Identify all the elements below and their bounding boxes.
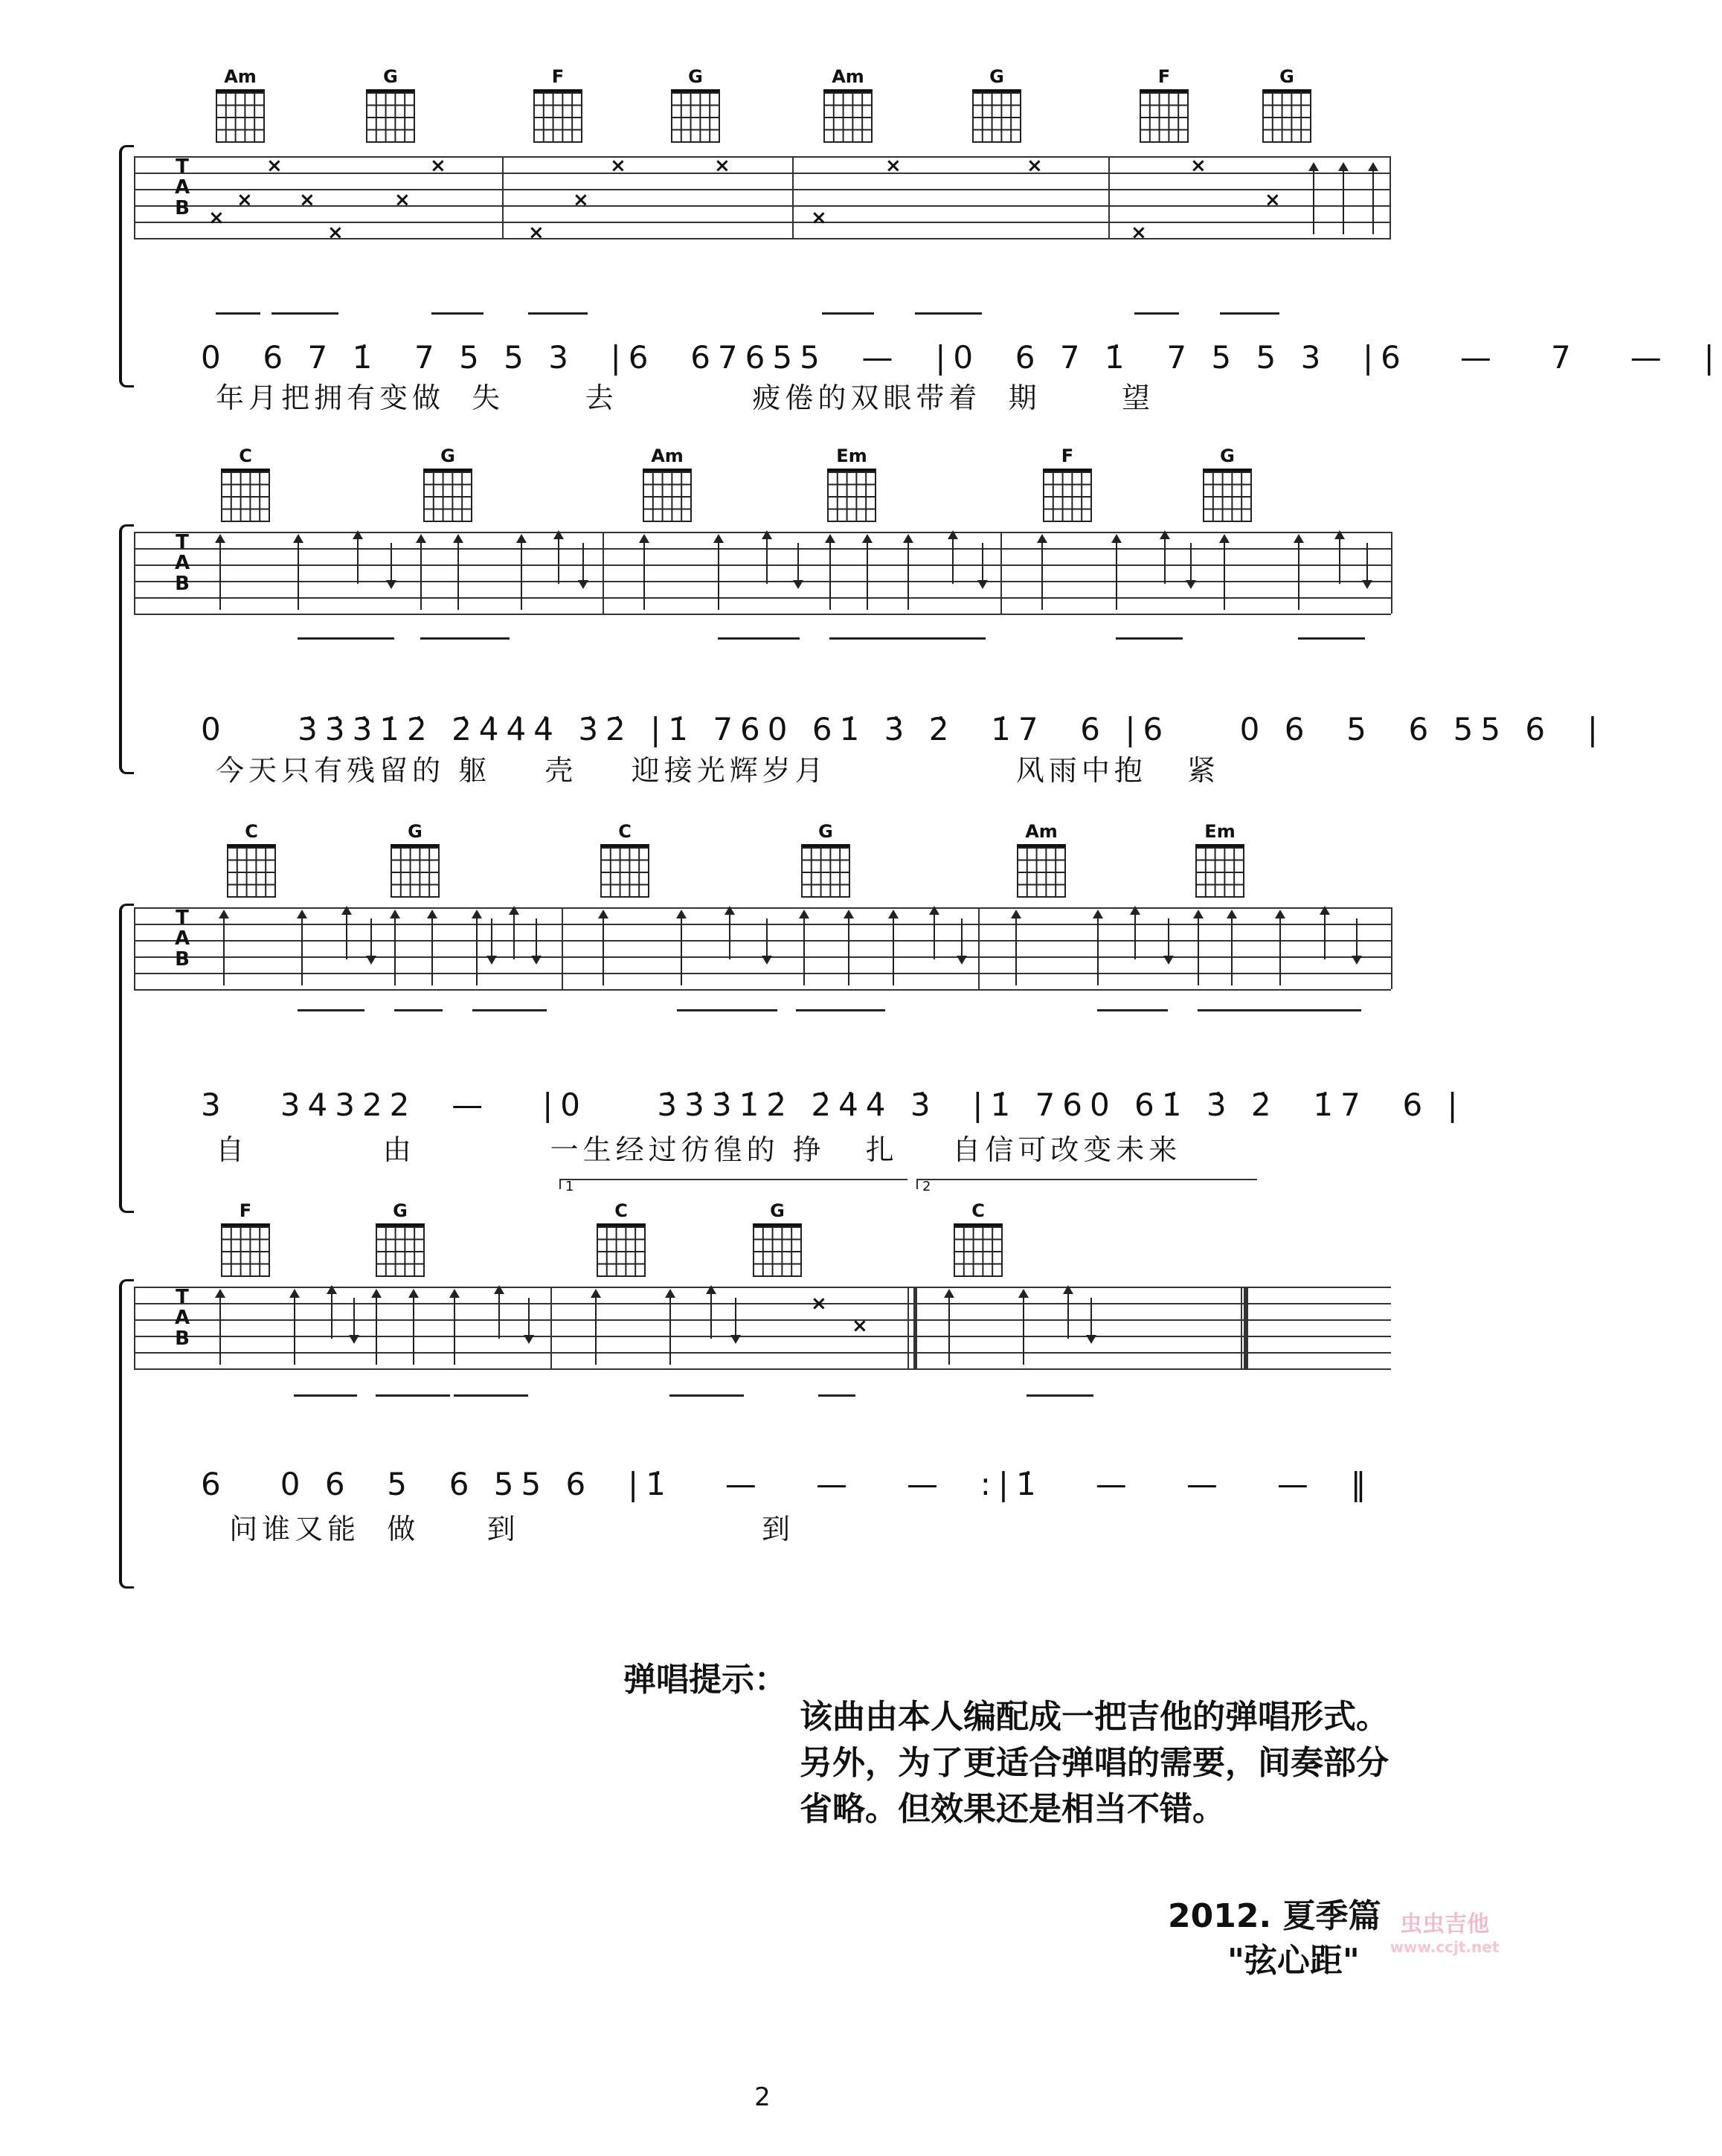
chord-diagram xyxy=(792,822,859,898)
chord-diagram xyxy=(945,1201,1012,1277)
strum-down xyxy=(353,1298,355,1342)
chord-diagram xyxy=(1008,822,1075,898)
chord-diagram xyxy=(963,67,1030,143)
pick-mark: × xyxy=(811,1293,827,1315)
pick-mark: × xyxy=(811,207,827,229)
strum-up xyxy=(595,1290,597,1365)
lyrics-line: 今天只有残留的 躯 壳 迎接光辉岁月 风雨中抱 紧 xyxy=(216,754,1221,787)
rhythm-beam xyxy=(1134,312,1179,315)
chord-grid xyxy=(823,89,873,143)
tab-label: T xyxy=(176,907,189,929)
chord-grid xyxy=(366,89,415,143)
signature-author: "弦心距" xyxy=(1227,1942,1360,1980)
chord-diagram xyxy=(591,822,658,898)
chord-name: G xyxy=(383,66,398,87)
chord-grid xyxy=(1195,844,1244,898)
rhythm-beam xyxy=(829,637,986,640)
strum-down xyxy=(1090,1298,1092,1342)
chord-diagram xyxy=(1034,446,1101,522)
strum-up xyxy=(1224,535,1225,610)
pick-mark: × xyxy=(885,155,902,177)
strum-up xyxy=(219,535,221,610)
strum-up xyxy=(867,535,868,610)
strum-up xyxy=(948,1290,950,1365)
strum-up xyxy=(603,911,604,985)
strum-up xyxy=(681,911,682,985)
tab-label: T xyxy=(176,531,189,553)
strum-up xyxy=(1298,535,1299,610)
watermark-url: www.ccjt.net xyxy=(1390,1938,1500,1956)
strum-up xyxy=(431,911,433,985)
chord-grid xyxy=(1017,844,1066,898)
strum-up xyxy=(1097,911,1099,985)
strum-up xyxy=(1339,532,1340,584)
chord-diagram xyxy=(1194,446,1261,522)
page-number: 2 xyxy=(754,2082,771,2112)
strum-down xyxy=(391,543,392,588)
pick-mark: × xyxy=(430,155,446,177)
tab-staff xyxy=(134,155,1391,244)
pick-mark: × xyxy=(1190,155,1207,177)
strum-down xyxy=(961,918,963,963)
strum-up xyxy=(1279,911,1281,985)
rhythm-beam xyxy=(298,637,394,640)
pick-mark: × xyxy=(394,189,411,211)
strum-down xyxy=(766,918,768,963)
system-brace xyxy=(119,524,134,774)
chord-grid xyxy=(972,89,1021,143)
chord-name: G xyxy=(408,821,423,842)
strum-up xyxy=(413,1290,414,1365)
strum-down xyxy=(735,1298,736,1342)
rhythm-beam xyxy=(1198,1009,1361,1011)
strum-up xyxy=(952,532,954,584)
pick-mark: × xyxy=(299,189,315,211)
strum-up xyxy=(1134,907,1136,959)
strum-up xyxy=(669,1290,671,1365)
rhythm-beam xyxy=(1097,1009,1168,1011)
pick-mark: × xyxy=(610,155,626,177)
chord-name: G xyxy=(818,821,833,842)
chord-diagram xyxy=(1131,67,1198,143)
chord-grid xyxy=(1043,469,1092,522)
chord-name: F xyxy=(239,1200,252,1221)
tab-staff xyxy=(134,1287,1391,1368)
strum-up xyxy=(558,532,559,584)
strum-up xyxy=(1372,164,1374,234)
chord-grid xyxy=(643,469,692,522)
rhythm-beam xyxy=(454,1394,528,1397)
chord-grid xyxy=(533,89,582,143)
strum-up xyxy=(729,907,730,959)
chord-name: C xyxy=(971,1200,985,1221)
chord-name: G xyxy=(393,1200,408,1221)
strum-up xyxy=(1116,535,1117,610)
chord-diagram xyxy=(634,446,701,522)
rhythm-beam xyxy=(818,1394,855,1397)
strum-up xyxy=(420,535,422,610)
tab-label: A xyxy=(174,1307,190,1329)
system-3 xyxy=(0,821,1525,1194)
chord-name: Am xyxy=(832,66,864,87)
chord-diagram xyxy=(357,67,424,143)
strum-up xyxy=(1231,911,1233,985)
strum-up xyxy=(476,911,478,985)
rhythm-beam xyxy=(294,1394,357,1397)
volta-2 xyxy=(916,1179,1257,1194)
tab-label: B xyxy=(175,573,190,595)
chord-grid xyxy=(801,844,850,898)
strum-up xyxy=(1015,911,1017,985)
tab-label: B xyxy=(175,948,190,971)
tab-staff xyxy=(134,907,1391,989)
jianpu-melody: 0 3̇3̇3̇1̇2̇ 2̇4̇4̇4̇ 3̇2̇ |1̇ 760 61̇ 3̇ 2̇ 1̇7 6 |6 0 6 5 6 55 6 | xyxy=(201,711,1605,747)
rhythm-beam xyxy=(718,637,800,640)
jianpu-melody: 6 0 6 5 6 55 6 |1̇ — — — :|1̇ — — — ‖ xyxy=(201,1466,1374,1502)
volta-2-label: 2 xyxy=(922,1179,931,1194)
rhythm-beam xyxy=(796,1009,885,1011)
lyrics-line: 问谁又能 做 到 到 xyxy=(216,1513,795,1545)
chord-name: G xyxy=(1220,445,1235,466)
strum-down xyxy=(1366,543,1368,588)
strum-up xyxy=(718,535,719,610)
strum-up xyxy=(1041,535,1043,610)
rhythm-beam xyxy=(915,312,982,315)
chord-diagram xyxy=(207,67,274,143)
strum-up xyxy=(521,535,522,610)
chord-name: C xyxy=(239,445,252,466)
strum-up xyxy=(1164,532,1166,584)
chord-diagram xyxy=(218,822,285,898)
chord-grid xyxy=(1262,89,1311,143)
strum-down xyxy=(491,918,492,963)
strum-up xyxy=(454,1290,455,1365)
rhythm-beam xyxy=(472,1009,547,1011)
strum-up xyxy=(803,911,805,985)
tab-label: T xyxy=(176,155,189,178)
system-2 xyxy=(0,443,1605,787)
chord-diagram xyxy=(414,446,481,522)
rhythm-beam xyxy=(822,312,874,315)
strum-up xyxy=(394,911,396,985)
chord-grid xyxy=(597,1223,646,1277)
tips-title: 弹唱提示： xyxy=(623,1661,787,1699)
jianpu-melody: 0 6 7 1̇ 7 5 5 3 |6 67655 — |0 6 7 1̇ 7 5 5 3 |6 — 7 — | xyxy=(201,339,1722,376)
pick-mark: × xyxy=(852,1315,868,1337)
chord-diagram xyxy=(818,446,885,522)
chord-grid xyxy=(221,469,270,522)
strum-up xyxy=(934,907,935,959)
chord-name: Em xyxy=(1204,821,1236,842)
strum-up xyxy=(498,1287,500,1339)
strum-up xyxy=(301,911,303,985)
chord-diagram xyxy=(524,67,591,143)
chord-diagram xyxy=(1253,67,1320,143)
watermark-text: 虫虫吉他 xyxy=(1400,1911,1489,1937)
pick-mark: × xyxy=(528,222,544,244)
strum-up xyxy=(1198,911,1199,985)
strum-up xyxy=(298,535,299,610)
system-4 xyxy=(0,1194,1525,1551)
chord-name: C xyxy=(245,821,258,842)
chord-diagram xyxy=(212,446,279,522)
volta-1 xyxy=(559,1179,907,1194)
rhythm-beam xyxy=(394,1009,443,1011)
chord-name: Am xyxy=(651,445,684,466)
chord-grid xyxy=(1140,89,1189,143)
chord-diagram xyxy=(662,67,729,143)
system-brace xyxy=(119,904,134,1213)
rhythm-beam xyxy=(669,1394,744,1397)
pick-mark: × xyxy=(1131,222,1147,244)
tab-label: A xyxy=(174,552,190,574)
tab-label: T xyxy=(176,1286,189,1308)
rhythm-beam xyxy=(298,1009,364,1011)
rhythm-beam xyxy=(1298,637,1365,640)
strum-down xyxy=(536,918,537,963)
chord-grid xyxy=(391,844,440,898)
strum-up xyxy=(829,535,831,610)
chord-grid xyxy=(671,89,720,143)
strum-down xyxy=(1356,918,1358,963)
strum-down xyxy=(1190,543,1192,588)
jianpu-melody: 3 34322 — |0 3̇3̇3̇1̇2̇ 2̇4̇4̇ 3̇ |1̇ 760 61̇ 3̇ 2̇ 1̇7 6 | xyxy=(201,1087,1465,1123)
rhythm-beam xyxy=(1220,312,1279,315)
tab-label: B xyxy=(175,197,190,219)
chord-diagram xyxy=(588,1201,655,1277)
rhythm-beam xyxy=(272,312,338,315)
strum-down xyxy=(528,1298,530,1342)
strum-up xyxy=(219,1290,221,1365)
strum-up xyxy=(848,911,849,985)
lyrics-line: 自 由 一生经过彷徨的 挣 扎 自信可改变未来 xyxy=(216,1133,1182,1166)
chord-name: G xyxy=(440,445,455,466)
strum-up xyxy=(331,1287,332,1339)
pick-mark: × xyxy=(208,207,225,229)
strum-up xyxy=(457,535,459,610)
strum-up xyxy=(1067,1287,1069,1339)
rhythm-beam xyxy=(1116,637,1183,640)
chord-name: C xyxy=(614,1200,628,1221)
chord-name: Am xyxy=(1025,821,1058,842)
site-watermark xyxy=(1370,1905,1519,1956)
strum-up xyxy=(710,1287,712,1339)
pick-mark: × xyxy=(1265,189,1281,211)
chord-diagram xyxy=(382,822,449,898)
chord-diagram xyxy=(815,67,881,143)
rhythm-beam xyxy=(420,637,510,640)
chord-diagram xyxy=(367,1201,434,1277)
strum-up xyxy=(1313,164,1314,234)
chord-name: G xyxy=(1279,66,1294,87)
pick-mark: × xyxy=(1027,155,1043,177)
strum-up xyxy=(643,535,645,610)
rhythm-beam xyxy=(216,312,260,315)
strum-up xyxy=(893,911,894,985)
strum-up xyxy=(223,911,225,985)
rhythm-beam xyxy=(677,1009,777,1011)
pick-mark: × xyxy=(573,189,589,211)
chord-name: F xyxy=(551,66,565,87)
system-brace xyxy=(119,145,134,387)
strum-up xyxy=(1343,164,1344,234)
tab-staff xyxy=(134,532,1391,614)
chord-name: F xyxy=(1061,445,1074,466)
chord-grid xyxy=(376,1223,425,1277)
chord-diagram xyxy=(212,1201,279,1277)
lyrics-line: 年月把拥有变做 失 去 疲倦的双眼带着 期 望 xyxy=(216,382,1155,414)
chord-grid xyxy=(753,1223,802,1277)
strum-down xyxy=(797,543,799,588)
strum-up xyxy=(1324,907,1326,959)
chord-diagram xyxy=(1186,822,1253,898)
chord-name: G xyxy=(770,1200,785,1221)
chord-grid xyxy=(954,1223,1003,1277)
rhythm-beam xyxy=(431,312,483,315)
tips-body: 该曲由本人编配成一把吉他的弹唱形式。另外，为了更适合弹唱的需要，间奏部分省略。但效果还是相当不错。 xyxy=(800,1698,1389,1828)
volta-1-label: 1 xyxy=(565,1179,574,1194)
chord-grid xyxy=(827,469,876,522)
rhythm-beam xyxy=(376,1394,450,1397)
chord-grid xyxy=(221,1223,270,1277)
chord-name: Am xyxy=(224,66,257,87)
chord-grid xyxy=(1203,469,1252,522)
system-brace xyxy=(119,1279,134,1589)
strum-down xyxy=(582,543,584,588)
pick-mark: × xyxy=(266,155,283,177)
tab-label: B xyxy=(175,1328,190,1350)
chord-name: G xyxy=(989,66,1004,87)
signature-date: 2012. 夏季篇 xyxy=(1168,1897,1381,1935)
strum-up xyxy=(513,907,515,959)
strum-up xyxy=(1023,1290,1024,1365)
chord-grid xyxy=(227,844,276,898)
strum-up xyxy=(766,532,768,584)
chord-name: Em xyxy=(836,445,867,466)
strum-up xyxy=(907,535,909,610)
pick-mark: × xyxy=(714,155,730,177)
chord-diagram xyxy=(744,1201,811,1277)
chord-name: F xyxy=(1157,66,1171,87)
chord-grid xyxy=(600,844,649,898)
chord-grid xyxy=(423,469,472,522)
tab-label: A xyxy=(174,176,190,199)
strum-up xyxy=(357,532,359,584)
strum-up xyxy=(294,1290,295,1365)
strum-down xyxy=(370,918,372,963)
pick-mark: × xyxy=(237,189,253,211)
strum-down xyxy=(1168,918,1169,963)
rhythm-beam xyxy=(1027,1394,1093,1397)
strum-up xyxy=(376,1290,377,1365)
chord-name: C xyxy=(618,821,632,842)
pick-mark: × xyxy=(327,222,344,244)
chord-name: G xyxy=(688,66,703,87)
tab-label: A xyxy=(174,927,190,950)
chord-grid xyxy=(216,89,265,143)
rhythm-beam xyxy=(528,312,588,315)
strum-up xyxy=(346,907,347,959)
strum-down xyxy=(982,543,983,588)
system-1 xyxy=(0,59,1722,414)
